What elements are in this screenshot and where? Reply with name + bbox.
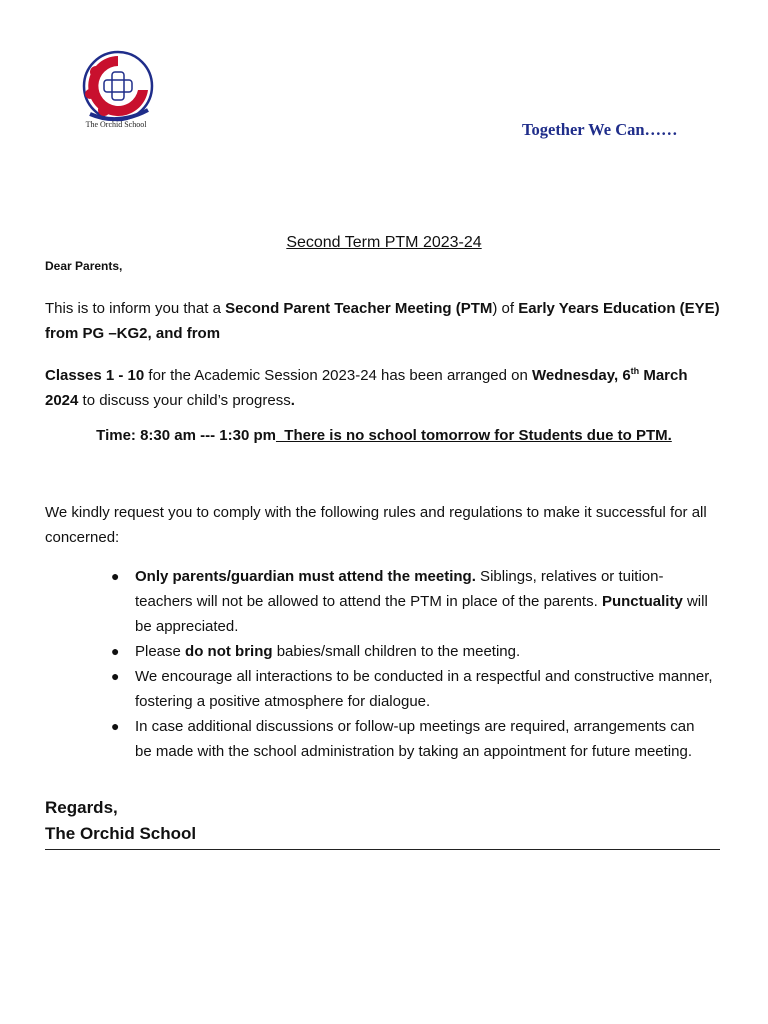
bullet-icon: ●: [111, 643, 120, 659]
list-item: ● We encourage all interactions to be conducted in a respectful and constructive manner, fostering a positive atmosphere for dialogue.: [105, 664, 715, 714]
rules-list: [105, 564, 715, 764]
signature: The Orchid School: [45, 824, 197, 843]
time-range: Time: 8:30 am --- 1:30 pm: [96, 427, 276, 444]
meeting-time: [0, 427, 768, 444]
document-title: Second Term PTM 2023-24: [286, 234, 482, 251]
list-item: ● In case additional discussions or follow-up meetings are required, arrangements can be made with the school administration by taking an appointment for future meeting.: [105, 714, 715, 764]
list-item: ● Please do not bring babies/small children to the meeting.: [105, 639, 715, 664]
regards-text: Regards,: [45, 798, 118, 817]
list-item: ● Only parents/guardian must attend the meeting. Siblings, relatives or tuition-teachers will not be allowed to attend the PTM in place of the parents. Punctuality will be appreciated.: [105, 564, 715, 639]
paragraph-intro: This is to inform you that a Second Parent Teacher Meeting (PTM) of Early Years Education (EYE) from PG –KG2, and from: [45, 300, 720, 342]
bullet-icon: ●: [111, 718, 120, 734]
no-school-note: There is no school tomorrow for Students due to PTM.: [275, 427, 672, 444]
school-motto: Together We Can……: [522, 120, 678, 139]
closing: [45, 795, 196, 847]
logo-caption: The Orchid School: [85, 120, 147, 129]
salutation: Dear Parents,: [45, 259, 123, 273]
paragraph-request: We kindly request you to comply with the following rules and regulations to make it successful for all concerned:: [45, 504, 707, 546]
paragraph-schedule: Classes 1 - 10 for the Academic Session 2023-24 has been arranged on Wednesday, 6th March 2024 to discuss your child’s progress.: [45, 366, 688, 409]
divider: [45, 849, 720, 850]
bullet-icon: ●: [111, 668, 120, 684]
bullet-icon: ●: [111, 568, 120, 584]
